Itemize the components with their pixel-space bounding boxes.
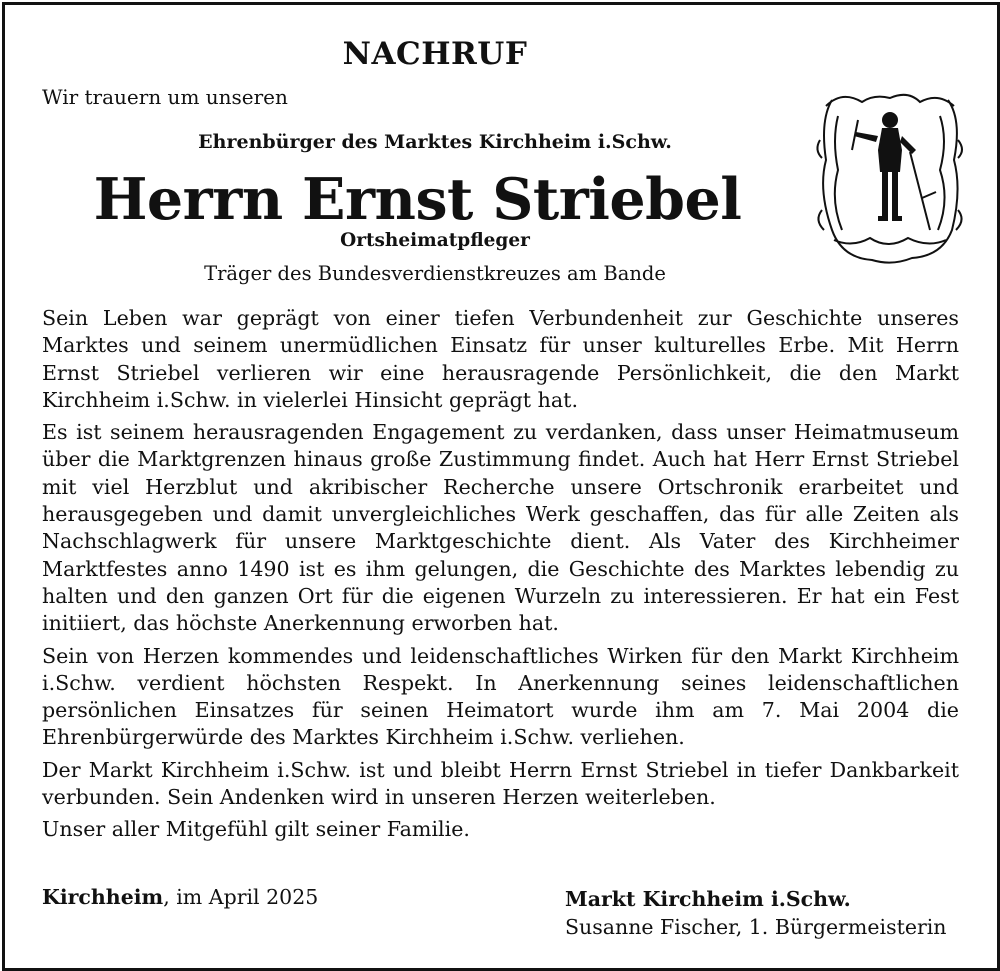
notice-body — [42, 305, 959, 849]
paragraph: Der Markt Kirchheim i.Schw. ist und bleibt Herrn Ernst Striebel in tiefer Dankbarkeit verbunden. Sein Andenken wird in unseren Herzen weiterleben. — [42, 757, 959, 810]
intro-text: Wir trauern um unseren — [42, 85, 288, 109]
date: , im April 2025 — [163, 885, 319, 909]
organization: Markt Kirchheim i.Schw. — [565, 887, 851, 911]
paragraph: Es ist seinem herausragenden Engagement zu verdanken, dass unser Heimatmuseum über die Marktgrenzen hinaus große Zustimmung findet. Auch hat Herr Ernst Striebel mit viel Herzblut und akribischer Recherche unsere Ortschronik erarbeitet und herausgegeben und damit unvergleichliches Werk geschaffen, das für alle Zeiten als Nachschlagwerk für unsere Marktgeschichte dient. Als Vater des Kirchheimer Marktfestes anno 1490 ist es ihm gelungen, die Geschichte des Marktes lebendig zu halten und den ganzen Ort für die eigenen Wurzeln zu interessieren. Er hat ein Fest initiiert, das höchste Anerkennung erworben hat. — [42, 420, 959, 636]
deceased-role: Ortsheimatpfleger — [340, 230, 530, 251]
paragraph: Sein von Herzen kommendes und leidenschaftliches Wirken für den Markt Kirchheim i.Schw. verdient höchsten Respekt. In Anerkennung seines leidenschaftlichen persönlichen Einsatzes für seinen Heimatort wurde ihm am 7. Mai 2004 die Ehrenbürgerwürde des Marktes Kirchheim i.Schw. verliehen. — [42, 643, 959, 750]
coat-of-arms-knight-icon — [812, 80, 967, 270]
paragraph: Unser aller Mitgefühl gilt seiner Familie. — [42, 817, 470, 842]
paragraph: Sein Leben war geprägt von einer tiefen Verbundenheit zur Geschichte unseres Marktes und seinem unermüdlichen Einsatz für unser kulturelles Erbe. Mit Herrn Ernst Striebel verlieren wir eine herausragende Persönlichkeit, die den Markt Kirchheim i.Schw. in vielerlei Hinsicht geprägt hat. — [42, 306, 959, 412]
deceased-name: Herrn Ernst Striebel — [93, 166, 742, 233]
notice-heading: NACHRUF — [342, 36, 528, 72]
signature-block — [565, 885, 947, 941]
deceased-award: Träger des Bundesverdienstkreuzes am Bande — [204, 262, 666, 285]
honor-title: Ehrenbürger des Marktes Kirchheim i.Schw. — [198, 131, 672, 153]
place: Kirchheim — [42, 885, 164, 909]
signatory: Susanne Fischer, 1. Bürgermeisterin — [565, 915, 947, 939]
place-date — [42, 885, 318, 909]
